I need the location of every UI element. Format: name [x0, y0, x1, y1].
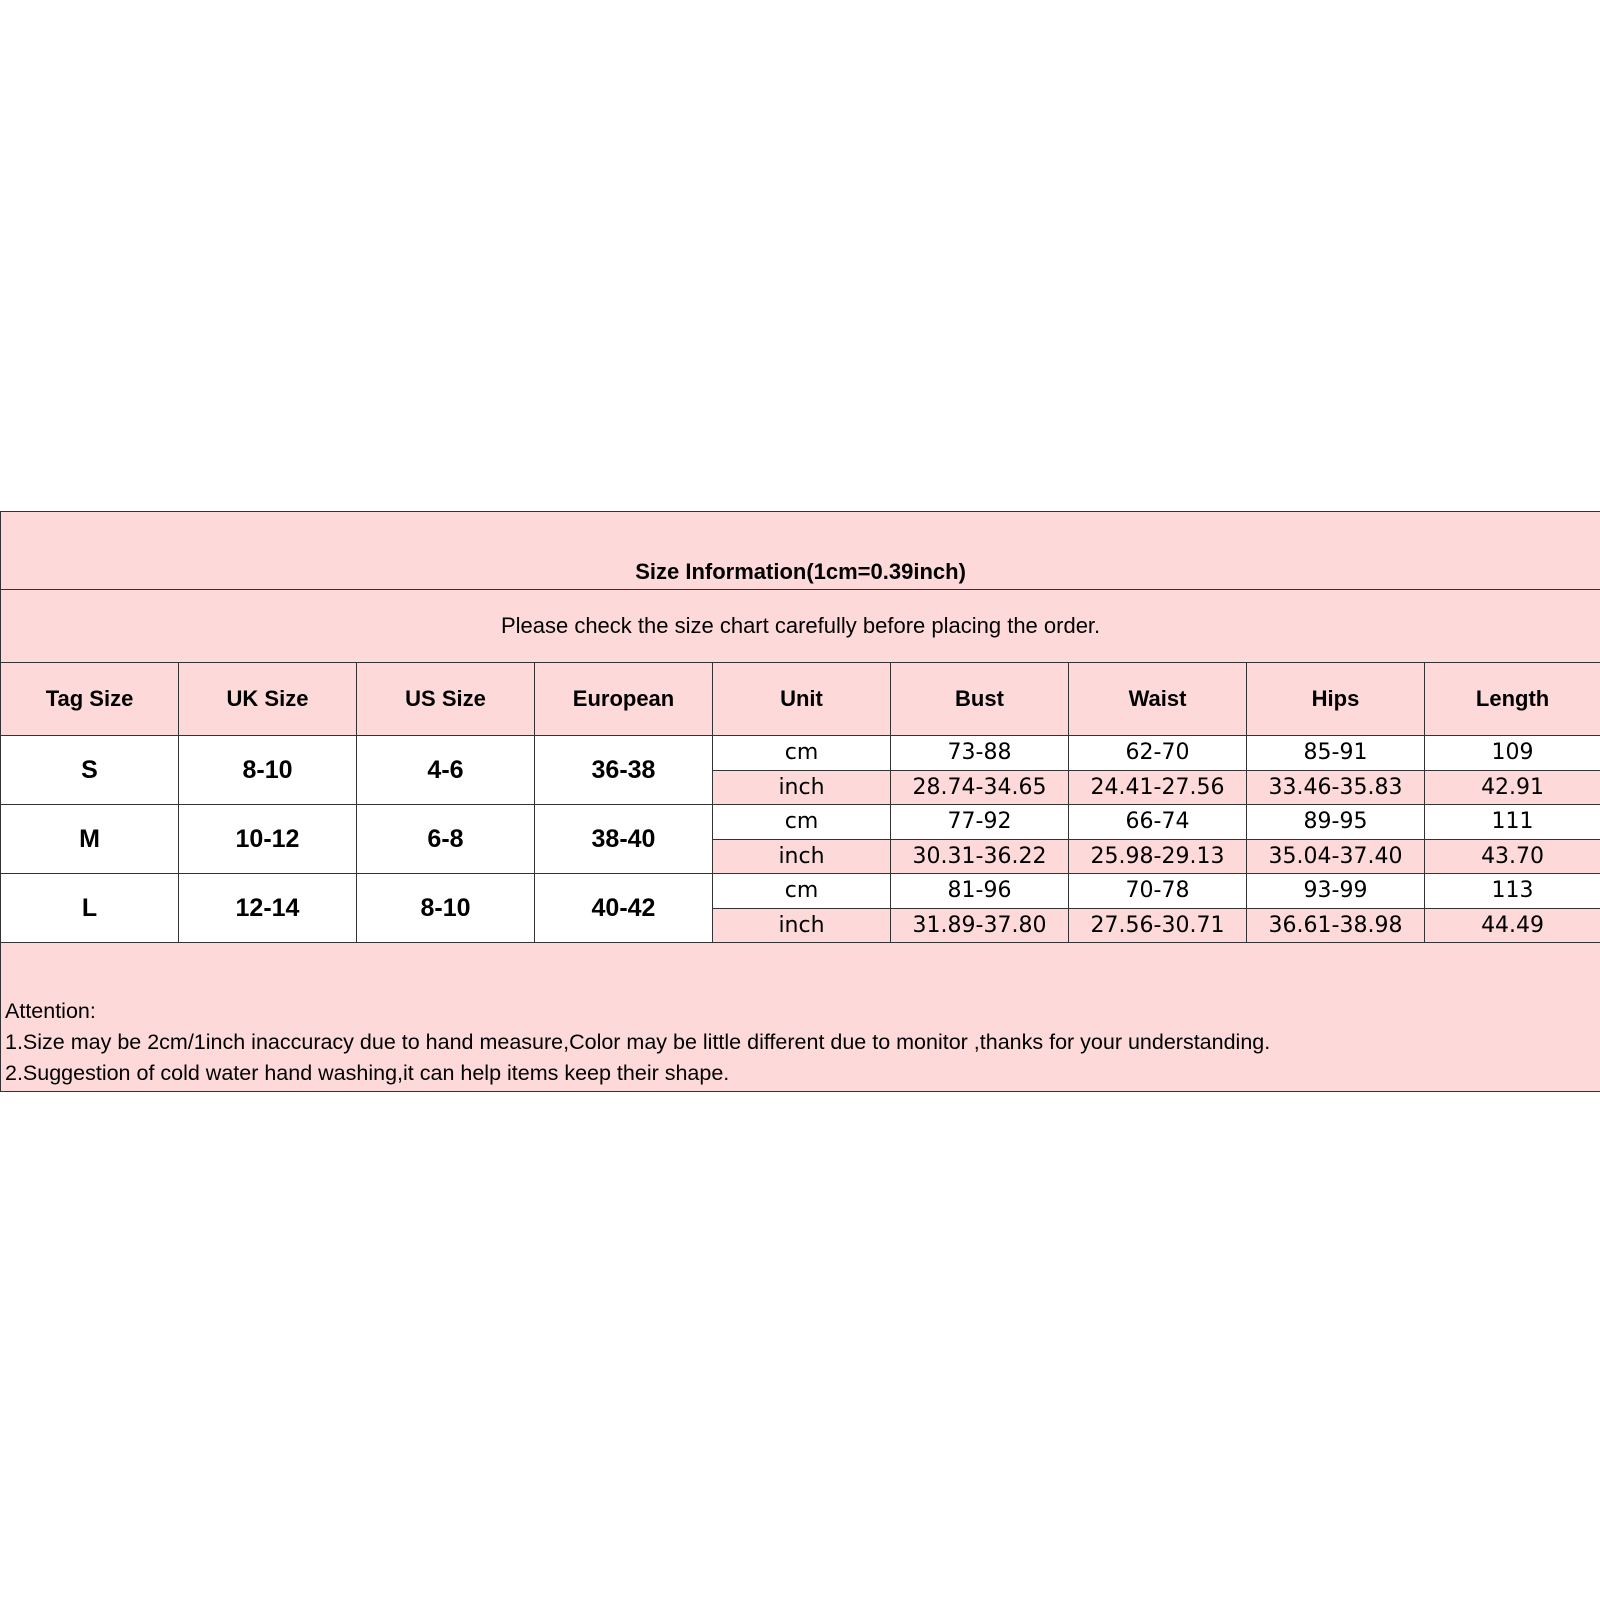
- length-cell: 42.91: [1425, 770, 1600, 805]
- european-size-cell: 36-38: [535, 736, 713, 805]
- attention-line-2: 2.Suggestion of cold water hand washing,it can help items keep their shape.: [5, 1061, 730, 1085]
- us-size-cell: 6-8: [357, 805, 535, 874]
- bust-cell: 28.74-34.65: [891, 770, 1069, 805]
- unit-cell: cm: [713, 736, 891, 771]
- attention-notes: [1, 943, 1600, 1092]
- waist-cell: 70-78: [1069, 874, 1247, 909]
- header-hips: Hips: [1247, 663, 1425, 736]
- length-cell: 111: [1425, 805, 1600, 840]
- length-cell: 109: [1425, 736, 1600, 771]
- table-row: [1, 736, 1600, 771]
- header-unit: Unit: [713, 663, 891, 736]
- header-row: [1, 663, 1600, 736]
- header-us-size: US Size: [357, 663, 535, 736]
- tag-size-cell: S: [1, 736, 179, 805]
- unit-cell: inch: [713, 908, 891, 943]
- unit-cell: cm: [713, 805, 891, 840]
- bust-cell: 81-96: [891, 874, 1069, 909]
- uk-size-cell: 8-10: [179, 736, 357, 805]
- unit-cell: cm: [713, 874, 891, 909]
- bust-cell: 73-88: [891, 736, 1069, 771]
- hips-cell: 36.61-38.98: [1247, 908, 1425, 943]
- size-table: [0, 511, 1600, 1092]
- european-size-cell: 40-42: [535, 874, 713, 943]
- us-size-cell: 4-6: [357, 736, 535, 805]
- chart-subtitle: Please check the size chart carefully before placing the order.: [1, 590, 1600, 663]
- hips-cell: 93-99: [1247, 874, 1425, 909]
- tag-size-cell: L: [1, 874, 179, 943]
- table-row: [1, 874, 1600, 909]
- header-uk-size: UK Size: [179, 663, 357, 736]
- header-bust: Bust: [891, 663, 1069, 736]
- header-waist: Waist: [1069, 663, 1247, 736]
- bust-cell: 31.89-37.80: [891, 908, 1069, 943]
- unit-cell: inch: [713, 839, 891, 874]
- length-cell: 44.49: [1425, 908, 1600, 943]
- length-cell: 43.70: [1425, 839, 1600, 874]
- waist-cell: 25.98-29.13: [1069, 839, 1247, 874]
- european-size-cell: 38-40: [535, 805, 713, 874]
- attention-heading: Attention:: [5, 999, 96, 1023]
- hips-cell: 35.04-37.40: [1247, 839, 1425, 874]
- header-length: Length: [1425, 663, 1600, 736]
- header-tag-size: Tag Size: [1, 663, 179, 736]
- uk-size-cell: 12-14: [179, 874, 357, 943]
- uk-size-cell: 10-12: [179, 805, 357, 874]
- us-size-cell: 8-10: [357, 874, 535, 943]
- waist-cell: 62-70: [1069, 736, 1247, 771]
- length-cell: 113: [1425, 874, 1600, 909]
- waist-cell: 66-74: [1069, 805, 1247, 840]
- hips-cell: 89-95: [1247, 805, 1425, 840]
- bust-cell: 30.31-36.22: [891, 839, 1069, 874]
- hips-cell: 33.46-35.83: [1247, 770, 1425, 805]
- waist-cell: 27.56-30.71: [1069, 908, 1247, 943]
- unit-cell: inch: [713, 770, 891, 805]
- chart-title: Size Information(1cm=0.39inch): [1, 512, 1600, 590]
- attention-line-1: 1.Size may be 2cm/1inch inaccuracy due to hand measure,Color may be little different due to monitor ,thanks for your understanding.: [5, 1030, 1271, 1054]
- table-row: [1, 805, 1600, 840]
- waist-cell: 24.41-27.56: [1069, 770, 1247, 805]
- tag-size-cell: M: [1, 805, 179, 874]
- bust-cell: 77-92: [891, 805, 1069, 840]
- size-chart: [0, 511, 1600, 1092]
- header-european: European: [535, 663, 713, 736]
- hips-cell: 85-91: [1247, 736, 1425, 771]
